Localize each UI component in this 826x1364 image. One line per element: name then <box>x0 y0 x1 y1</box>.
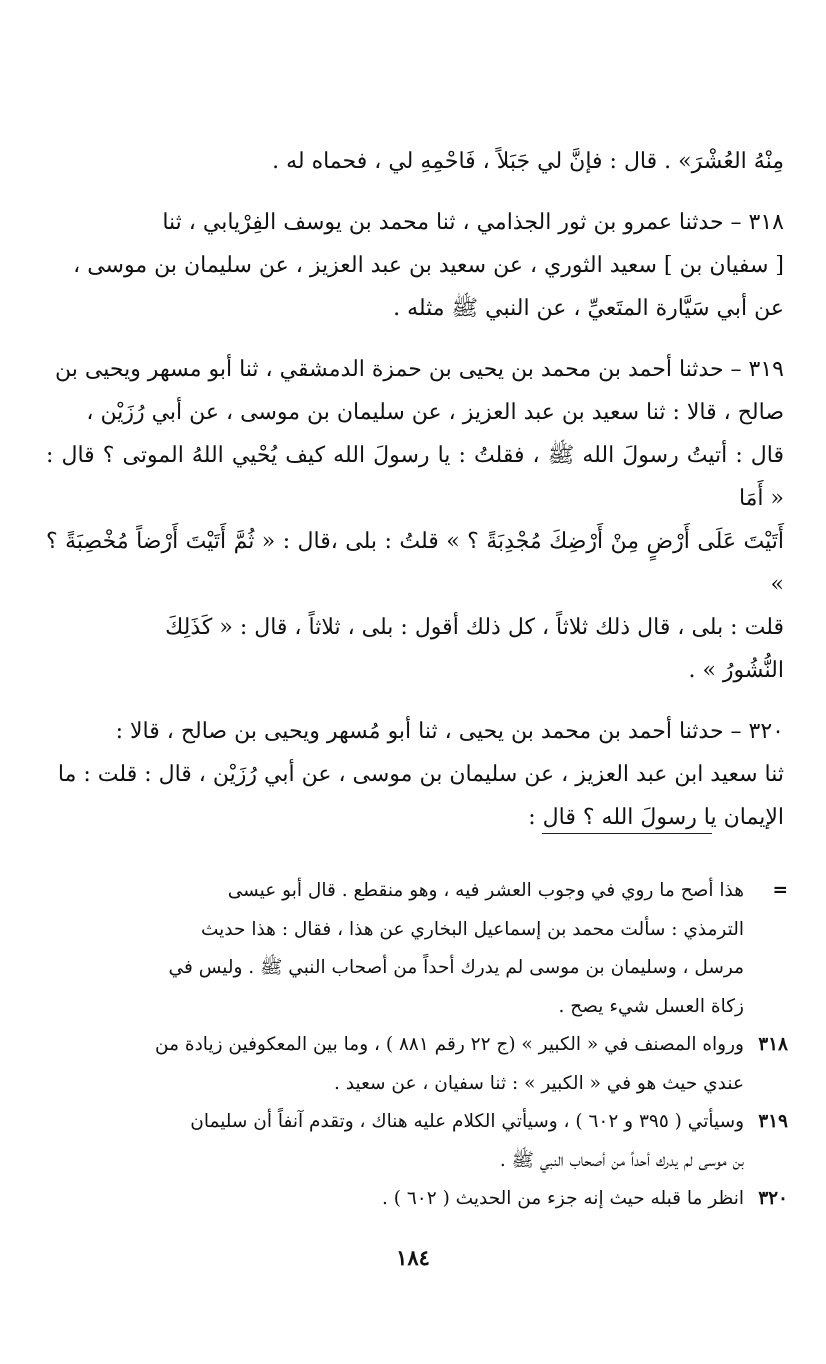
footnote-line: هذا أصح ما روي في وجوب العشر فيه ، وهو منقطع . قال أبو عيسى <box>227 880 744 901</box>
main-text <box>46 140 784 839</box>
text-line: ٣١٨ – حدثنا عمرو بن ثور الجذامي ، ثنا محمد بن يوسف الفِرْيابي ، ثنا <box>162 210 784 235</box>
footnote-line: زكاة العسل شيء يصح . <box>558 995 744 1017</box>
footnote-marker: ٣٢٠ <box>758 1188 788 1209</box>
text-line: ثنا سعيد ابن عبد العزيز ، عن سليمان بن موسى ، عن أبي رُزَيْن ، قال : قلت : ما <box>57 762 784 787</box>
footnote-divider <box>542 833 712 834</box>
footnote-line: الترمذي : سألت محمد بن إسماعيل البخاري عن هذا ، فقال : هذا حديث <box>200 918 744 940</box>
footnote-marker: ٣١٨ <box>758 1034 788 1055</box>
footnote-line: ورواه المصنف في « الكبير » (ج ٢٢ رقم ٨٨١ ) ، وما بين المعكوفين زيادة من <box>155 1034 744 1055</box>
footnote-marker: ٣١٩ <box>758 1111 788 1132</box>
footnote-line: مرسل ، وسليمان بن موسى لم يدرك أحداً من أصحاب النبي ﷺ . وليس في <box>168 957 744 978</box>
footnote-320 <box>40 1180 788 1219</box>
text-line: مِنْهُ العُشْرَ» . قال : فإنَّ لي جَبَلاً ، فَاحْمِهِ لي ، فحماه له . <box>272 149 784 174</box>
page-number: ١٨٤ <box>396 1245 430 1270</box>
footnote-line: وسيأتي ( ٣٩٥ و ٦٠٢ ) ، وسيأتي الكلام عليه هناك ، وتقدم آنفاً أن سليمان <box>190 1111 744 1132</box>
footnote-marker: = <box>772 880 788 901</box>
hadith-320 <box>46 710 784 839</box>
footnote-319 <box>40 1103 788 1180</box>
text-line: أَتَيْتَ عَلَى أَرْضٍ مِنْ أَرْضِكَ مُجْدِبَةً ؟ » قلتُ : بلى ،قال : « ثُمَّ أَتَيْتَ أَرْضاً مُخْصِبَةً ؟ » <box>46 529 785 597</box>
footnote-line: بن موسى لم يدرك أحداً من أصحاب النبي ﷺ . <box>499 1149 744 1171</box>
text-line: ٣٢٠ – حدثنا أحمد بن محمد بن يحيى ، ثنا أبو مُسهر ويحيى بن صالح ، قالا : <box>115 719 784 744</box>
text-line: الإيمان يا رسولَ الله ؟ قال : <box>528 805 784 830</box>
text-line: صالح ، قالا : ثنا سعيد بن عبد العزيز ، عن سليمان بن موسى ، عن أبي رُزَيْن ، <box>86 400 784 425</box>
footnote-318 <box>40 1026 788 1103</box>
text-line: النُّشُورُ » . <box>688 658 784 683</box>
text-line: قال : أتيتُ رسولَ الله ﷺ ، فقلتُ : يا رسولَ الله كيف يُحْيي اللهُ الموتى ؟ قال : « أَمَا <box>46 443 784 511</box>
footnote-line: عندي حيث هو في « الكبير » : ثنا سفيان ، عن سعيد . <box>334 1072 744 1094</box>
text-line: قلت : بلى ، قال ذلك ثلاثاً ، كل ذلك أقول : بلى ، ثلاثاً ، قال : « كَذَلِكَ <box>165 615 784 640</box>
footnote-line: انظر ما قبله حيث إنه جزء من الحديث ( ٦٠٢ ) . <box>382 1188 744 1209</box>
footnotes <box>40 872 788 1219</box>
hadith-319 <box>46 348 784 692</box>
paragraph-continuation <box>46 140 784 183</box>
text-line: [ سفيان بن ] سعيد الثوري ، عن سعيد بن عبد العزيز ، عن سليمان بن موسى ، <box>73 253 784 278</box>
footnote-continuation <box>40 872 788 1026</box>
text-line: عن أبي سَيَّارة المتَعيِّ ، عن النبي ﷺ مثله . <box>393 296 784 321</box>
text-line: ٣١٩ – حدثنا أحمد بن محمد بن يحيى بن حمزة الدمشقي ، ثنا أبو مسهر ويحيى بن <box>55 357 784 382</box>
hadith-318 <box>46 201 784 330</box>
